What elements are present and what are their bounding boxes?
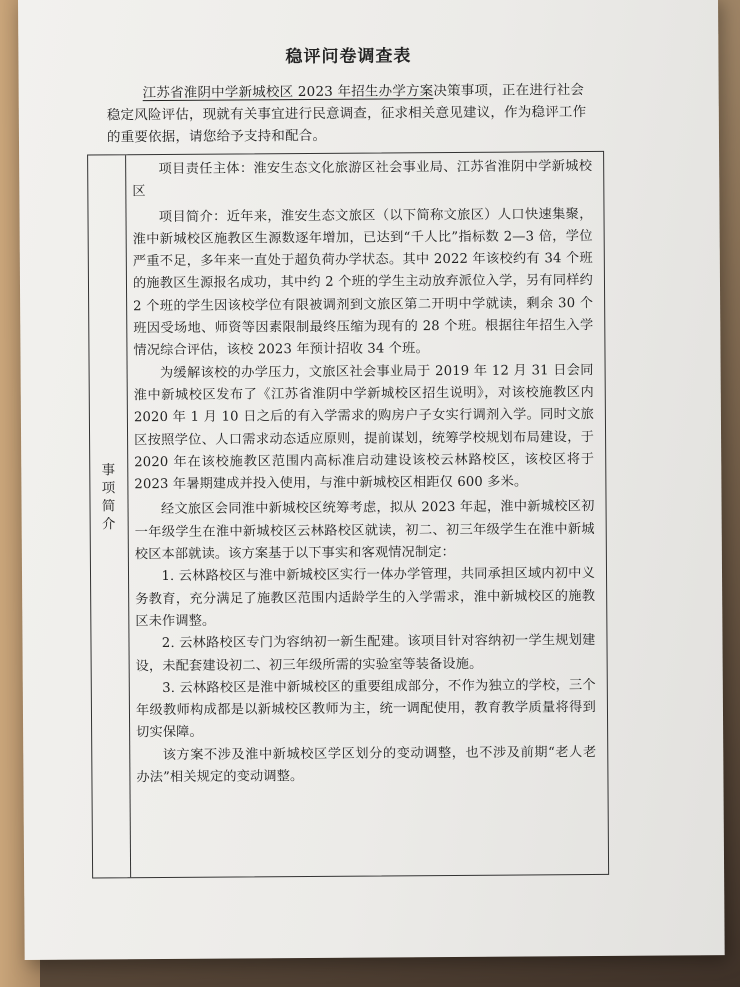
- fact-item-3: 3. 云林路校区是淮中新城校区的重要组成部分，不作为独立的学校，三个年级教师构成都是以新城校区教师为主，统一调配使用，教育教学质量将得到切实保障。: [135, 677, 597, 741]
- fact-item-2: 2. 云林路校区专门为容纳初一新生配建。该项目针对容纳初一学生规划建设，未配套建设初二、初三年级所需的实验室等装备设施。: [135, 633, 596, 674]
- responsible-party: 项目责任主体：淮安生态文化旅游区社会事业局、江苏省淮阴中学新城校区: [132, 158, 593, 200]
- section-label: 事项简介: [101, 462, 116, 533]
- project-summary: 项目简介：近年来，淮安生态文旅区（以下简称文旅区）人口快速集聚，淮中新城校区施教区生源数逐年增加，已达到“千人比”指标数 2—3 倍，学位严重不足，多年来一直处于超负荷办学状态。其中 2022 年该校约有 34 个班的施教区生源报名成功，其中约 2 个班的学生主动放弃派位入学，另有同样约 2 个班的学生因该校学位有限被调剂到文旅区第二开明中学就读，剩余 30 个班因受场地、师资等因素限制最终压缩为现有的 28 个班。根据往年招生入学情况综合评估，该校 2023 年预计招收 34 个班。: [132, 206, 594, 359]
- survey-paper: [18, 0, 725, 960]
- plan-description: 经文旅区会同淮中新城校区统筹考虑，拟从 2023 年起，淮中新城校区初一年级学生在淮中新城校区云林路校区就读，初二、初三年级学生在淮中新城校区本部就读。该方案基于以下事实和客观情况制定：: [134, 499, 595, 563]
- project-name: 江苏省淮阴中学新城校区 2023 年招生办学方案: [142, 83, 434, 102]
- fact-item-1: 1. 云林路校区与淮中新城校区实行一体办学管理，共同承担区域内初中义务教育，充分满足了施教区范围内适龄学生的入学需求，淮中新城校区的施教区未作调整。: [135, 566, 596, 630]
- intro-paragraph: [107, 79, 587, 148]
- label-column: [88, 155, 131, 877]
- relief-measures: 为缓解该校的办学压力，文旅区社会事业局于 2019 年 12 月 31 日会同淮中新城校区发布了《江苏省淮阴中学新城校区招生说明》，对该校施教区内 2020 年 1 月 10 日之后的有入学需求的购房户子女实行调剂入学。同时文旅区按照学位、人口需求动态适应原则，提前谋划，统筹学校规划布局建设，于 2020 年在该校施教区范围内高标准启动建设该校云林路校区，该校区将于 2023 年暑期建成并投入使用，与淮中新城校区相距仅 600 多米。: [133, 362, 595, 493]
- matter-table: [87, 151, 609, 879]
- matter-content: [132, 156, 596, 790]
- plan-scope-note: 该方案不涉及淮中新城校区学区划分的变动调整，也不涉及前期“老人老办法”相关规定的变动调整。: [136, 744, 597, 786]
- intro-text: 决策事项，正在进行社会稳定风险评估，现就有关事宜进行民意调查，征求相关意见建议，作为稳评工作的重要依据，请您给予支持和配合。: [106, 82, 587, 146]
- document-title: 稳评问卷调查表: [285, 46, 412, 68]
